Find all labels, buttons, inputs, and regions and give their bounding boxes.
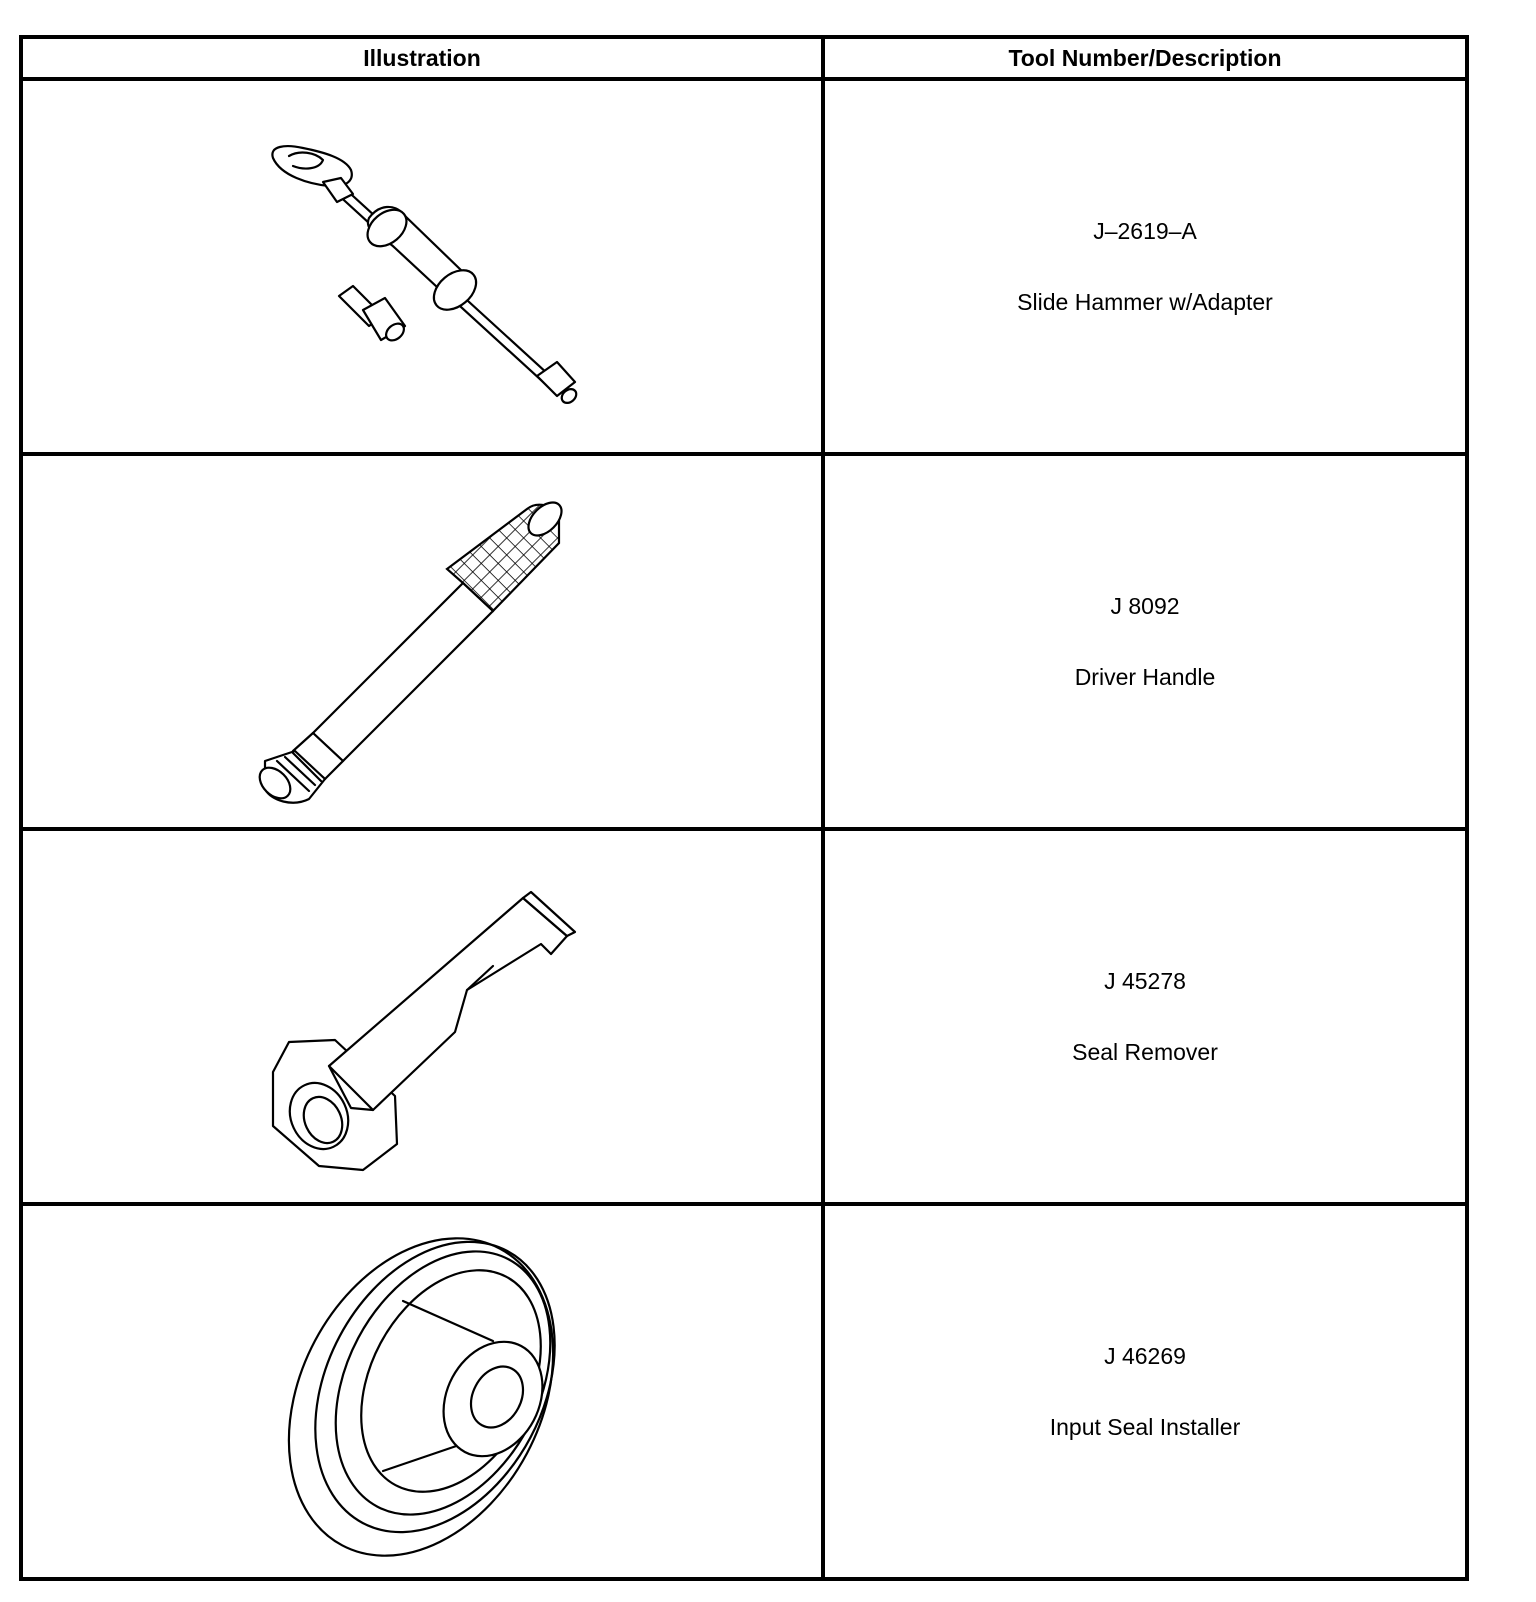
- header-tool-number-description: Tool Number/Description: [823, 37, 1467, 79]
- driver-handle-icon: [23, 461, 821, 823]
- tool-number: J 46269: [1104, 1342, 1186, 1369]
- illustration-cell: [21, 79, 823, 454]
- seal-remover-icon: [23, 836, 821, 1198]
- slide-hammer-icon: [23, 86, 821, 448]
- seal-installer-icon: [23, 1211, 821, 1573]
- table-row: [21, 829, 1467, 1204]
- tool-number: J–2619–A: [1093, 217, 1197, 244]
- header-illustration: Illustration: [21, 37, 823, 79]
- tool-table: [19, 35, 1469, 1581]
- table-row: [21, 79, 1467, 454]
- tool-description: Slide Hammer w/Adapter: [1017, 288, 1273, 315]
- description-cell: [823, 1204, 1467, 1579]
- description-cell: [823, 829, 1467, 1204]
- tool-description: Driver Handle: [1074, 663, 1216, 690]
- tool-number: J 45278: [1104, 967, 1186, 994]
- tool-description: Input Seal Installer: [1049, 1413, 1241, 1440]
- description-cell: [823, 454, 1467, 829]
- tool-description: Seal Remover: [1072, 1038, 1218, 1065]
- table-row: [21, 454, 1467, 829]
- tool-number: J 8092: [1110, 592, 1180, 619]
- illustration-cell: [21, 1204, 823, 1579]
- description-cell: [823, 79, 1467, 454]
- table-row: [21, 1204, 1467, 1579]
- illustration-cell: [21, 454, 823, 829]
- illustration-cell: [21, 829, 823, 1204]
- header-row: [21, 37, 1467, 79]
